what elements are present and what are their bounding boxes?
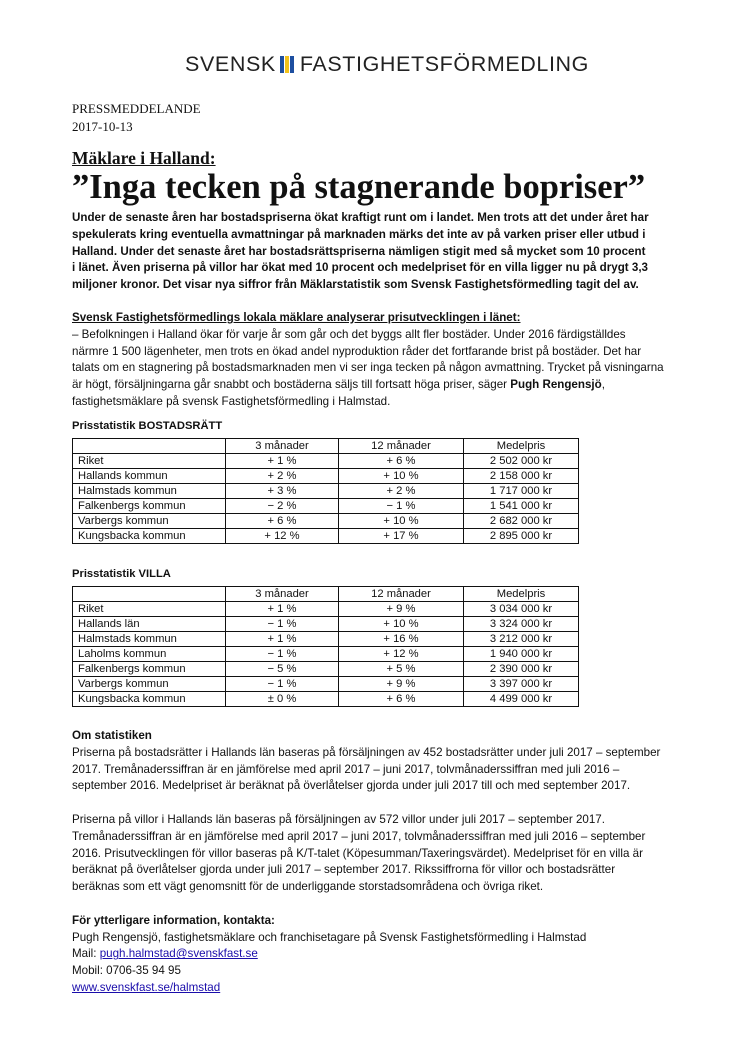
contact-name: Pugh Rengensjö, fastighetsmäklare och franchisetagare på Svensk Fastighetsförmedling i Halmstad (72, 930, 587, 944)
table-row (73, 469, 579, 484)
value-cell: − 1 % (339, 499, 464, 514)
text-line: – Befolkningen i Halland ökar för varje år som går och det byggs allt fler bostäder. Under 2016 färdigställdes (72, 327, 626, 341)
value-cell: 3 månader (226, 587, 339, 602)
region-cell: Laholms kommun (73, 647, 226, 662)
stats-heading: Om statistiken (72, 729, 152, 742)
value-cell: 12 månader (339, 587, 464, 602)
table-row (73, 454, 579, 469)
analysis-section (72, 310, 664, 411)
analysis-last-line: fastighetsmäklare på svensk Fastighetsförmedling i Halmstad. (72, 394, 391, 408)
value-cell: Medelpris (464, 439, 579, 454)
value-cell: − 5 % (226, 662, 339, 677)
flag-icon (280, 56, 295, 73)
website-link[interactable]: www.svenskfast.se/halmstad (72, 980, 221, 994)
press-type: PRESSMEDDELANDE (72, 101, 201, 116)
text-line: Priserna på villor i Hallands län baseras på försäljningen av 572 villor under juli 2017 – september 2017. (72, 812, 605, 826)
analysis-heading: Svensk Fastighetsförmedlings lokala mäklare analyserar prisutvecklingen i länet: (72, 311, 521, 324)
region-cell: Halmstads kommun (73, 632, 226, 647)
text-line: beräknat på överlåtelser gjorda under juli 2017 – september 2017. Rikssiffrorna för villor och bostadsrätter (72, 863, 616, 877)
value-cell: 1 940 000 kr (464, 647, 579, 662)
press-date: 2017-10-13 (72, 119, 133, 134)
value-cell: + 10 % (339, 469, 464, 484)
value-cell: 1 541 000 kr (464, 499, 579, 514)
text-line: miljoner kronor. Det visar nya siffror från Mäklarstatistik som Svensk Fastighetsförmedling tagit del av. (72, 278, 639, 292)
comma: , (601, 378, 605, 392)
value-cell: + 9 % (339, 677, 464, 692)
table-title-bostadsratt: Prisstatistik BOSTADSRÄTT (72, 420, 223, 432)
value-cell: + 1 % (226, 454, 339, 469)
value-cell: 1 717 000 kr (464, 484, 579, 499)
table-row (73, 499, 579, 514)
table-row (73, 662, 579, 677)
value-cell: 2 390 000 kr (464, 662, 579, 677)
region-cell: Kungsbacka kommun (73, 529, 226, 544)
value-cell: 3 månader (226, 439, 339, 454)
table-header-row (73, 439, 579, 454)
flag-stripe (285, 56, 289, 73)
mail-link[interactable]: pugh.halmstad@svenskfast.se (99, 947, 258, 961)
contact-mail-line (72, 946, 660, 963)
value-cell: + 2 % (226, 469, 339, 484)
value-cell: Medelpris (464, 587, 579, 602)
value-cell: 3 212 000 kr (464, 632, 579, 647)
region-cell: Varbergs kommun (73, 677, 226, 692)
flag-stripe (290, 56, 294, 73)
region-cell (73, 587, 226, 602)
value-cell: + 9 % (339, 602, 464, 617)
text-line: spekulerats kring eventuella avmattningar på marknaden märks det inte av på varken priser eller utbud i (72, 227, 646, 241)
table-row (73, 514, 579, 529)
value-cell: + 12 % (339, 647, 464, 662)
region-cell: Riket (73, 454, 226, 469)
region-cell: Hallands län (73, 617, 226, 632)
value-cell: + 3 % (226, 484, 339, 499)
logo-text-left: SVENSK (185, 52, 276, 76)
table-row (73, 647, 579, 662)
text-line: 2016. Prisutvecklingen för villor baseras på K/T-talet (Köpesumman/Taxeringsvärdet). Medelpriset för en villa är (72, 846, 643, 860)
region-cell: Varbergs kommun (73, 514, 226, 529)
flag-stripe (280, 56, 284, 73)
subtitle: Mäklare i Halland: (72, 148, 216, 168)
table-row (73, 617, 579, 632)
value-cell: + 10 % (339, 514, 464, 529)
mail-label: Mail: (72, 947, 100, 961)
text-line: beräknas som ett vägt genomsnitt för de underliggande storstadsområdena och övriga riket. (72, 880, 544, 894)
value-cell: 3 034 000 kr (464, 602, 579, 617)
region-cell (73, 439, 226, 454)
press-header (72, 100, 201, 136)
value-cell: + 16 % (339, 632, 464, 647)
value-cell: − 1 % (226, 617, 339, 632)
text-line: närmre 1 500 lägenheter, men trots en ökad andel nyproduktion råder det fortfarande brist på bostäder. Det har (72, 344, 642, 358)
contact-mobile: Mobil: 0706-35 94 95 (72, 964, 181, 978)
value-cell: + 6 % (226, 514, 339, 529)
region-cell: Falkenbergs kommun (73, 662, 226, 677)
logo-text-right: FASTIGHETSFÖRMEDLING (299, 52, 589, 76)
text-line: i länet. Även priserna på villor har ökat med 10 procent och medelpriset för en villa ligger nu på drygt 3,3 (72, 261, 648, 275)
text-line: Priserna på bostadsrätter i Hallands län baseras på försäljningen av 452 bostadsrätter under juli 2017 – september (72, 745, 661, 759)
value-cell: 2 502 000 kr (464, 454, 579, 469)
value-cell: ± 0 % (226, 692, 339, 707)
region-cell: Halmstads kommun (73, 484, 226, 499)
text-line: Under de senaste åren har bostadspriserna ökat kraftigt runt om i landet. Men trots att det under året har (72, 211, 649, 224)
value-cell: + 1 % (226, 632, 339, 647)
text-line: Tremånaderssiffran är en jämförelse med april 2017 – juni 2017, tolvmånaderssiffran med juli 2016 – september (72, 829, 646, 843)
region-cell: Riket (73, 602, 226, 617)
table-row (73, 677, 579, 692)
region-cell: Kungsbacka kommun (73, 692, 226, 707)
headline: ”Inga tecken på stagnerande bopriser” (72, 168, 646, 206)
region-cell: Hallands kommun (73, 469, 226, 484)
value-cell: + 12 % (226, 529, 339, 544)
price-table-villa (72, 586, 579, 707)
value-cell: + 2 % (339, 484, 464, 499)
speaker-name: Pugh Rengensjö (510, 378, 602, 392)
value-cell: 3 324 000 kr (464, 617, 579, 632)
value-cell: − 1 % (226, 677, 339, 692)
text-line: Halland. Under det senaste året har bostadsrättspriserna nämligen stigit med så mycket som 10 procent (72, 244, 646, 258)
value-cell: + 6 % (339, 454, 464, 469)
table-row (73, 692, 579, 707)
price-table-bostadsratt (72, 438, 579, 544)
value-cell: 2 895 000 kr (464, 529, 579, 544)
text-line: 2017. Tremånaderssiffran är en jämförelse med april 2017 – juni 2017, tolvmånaderssiffran med juli 2016 – (72, 762, 620, 776)
table-header-row (73, 587, 579, 602)
value-cell: + 5 % (339, 662, 464, 677)
value-cell: 4 499 000 kr (464, 692, 579, 707)
stats-section (72, 728, 660, 997)
value-cell: 12 månader (339, 439, 464, 454)
value-cell: 3 397 000 kr (464, 677, 579, 692)
contact-heading: För ytterligare information, kontakta: (72, 913, 275, 927)
value-cell: − 1 % (226, 647, 339, 662)
value-cell: − 2 % (226, 499, 339, 514)
table-row (73, 484, 579, 499)
value-cell: 2 158 000 kr (464, 469, 579, 484)
company-logo (185, 52, 589, 77)
table-title-villa: Prisstatistik VILLA (72, 568, 171, 580)
table-row (73, 529, 579, 544)
text-line: talats om en stagnering på bostadsmarknaden men vi ser inga tecken på någon avmattning. Trycket på visningarna (72, 361, 664, 375)
stats-paragraph-1 (72, 745, 660, 795)
value-cell: 2 682 000 kr (464, 514, 579, 529)
value-cell: + 1 % (226, 602, 339, 617)
text-line: september 2016. Medelpriset är beräknat på överlåtelser gjorda under juli 2017 till och med september 2017. (72, 779, 631, 793)
region-cell: Falkenbergs kommun (73, 499, 226, 514)
text-line: är högt, försäljningarna går snabbt och bostäderna säljs till fortsatt höga priser, säger (72, 378, 511, 392)
stats-paragraph-2 (72, 812, 660, 896)
value-cell: + 17 % (339, 529, 464, 544)
value-cell: + 10 % (339, 617, 464, 632)
intro-paragraph (72, 210, 649, 294)
table-row (73, 632, 579, 647)
table-row (73, 602, 579, 617)
value-cell: + 6 % (339, 692, 464, 707)
